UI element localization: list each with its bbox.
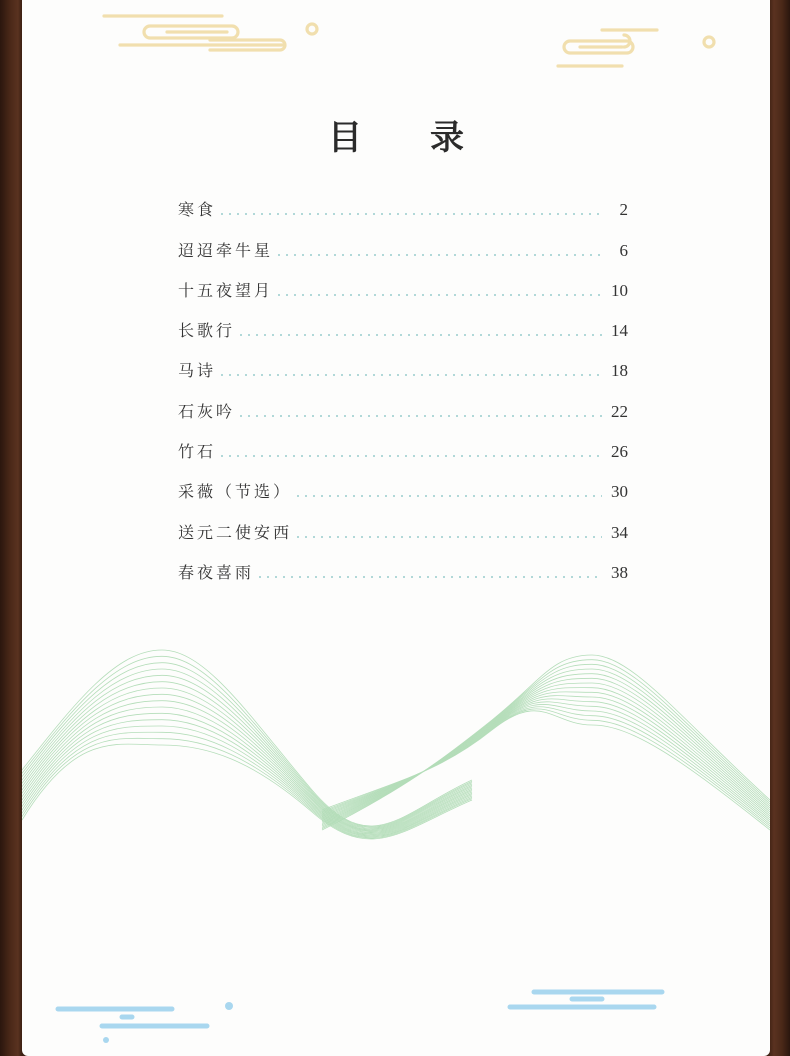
toc-dot-leader (275, 254, 602, 256)
toc-entry-title: 十五夜望月 (178, 280, 274, 300)
mountain-wave-line (22, 650, 472, 826)
cloud-ornament-bottom-right (510, 992, 662, 1007)
table-of-contents (178, 191, 628, 594)
toc-entry[interactable] (178, 554, 628, 594)
toc-page-number: 10 (611, 280, 628, 300)
toc-dot-leader (218, 455, 602, 457)
toc-entry-title: 送元二使安西 (178, 522, 293, 542)
toc-page-number: 14 (611, 321, 628, 341)
cloud-ornament-bottom-left (58, 1002, 233, 1043)
page-title-char: 目 (328, 118, 362, 158)
toc-entry[interactable] (178, 191, 628, 231)
toc-entry-title: 迢迢牵牛星 (178, 240, 274, 260)
mountain-wave-line (22, 669, 472, 829)
toc-entry-title: 长歌行 (178, 321, 236, 341)
toc-dot-leader (237, 415, 602, 417)
toc-dot-leader (256, 576, 602, 578)
toc-dot-leader (275, 294, 602, 296)
toc-entry-title: 竹石 (178, 442, 217, 462)
toc-entry[interactable] (178, 272, 628, 312)
toc-dot-leader (218, 213, 602, 215)
toc-page-number: 30 (611, 482, 628, 502)
cloud-ornament-top-left (104, 16, 317, 50)
toc-entry[interactable] (178, 392, 628, 432)
toc-entry[interactable] (178, 231, 628, 271)
mountain-wave-line (322, 696, 770, 818)
mountain-wave-line (322, 678, 770, 823)
mountain-wave-line (322, 709, 770, 828)
toc-page-number: 26 (611, 442, 628, 462)
page-title-char: 录 (430, 118, 464, 158)
toc-page-number: 22 (611, 401, 628, 421)
toc-page-number: 18 (611, 361, 628, 381)
toc-page-number: 34 (611, 522, 628, 542)
toc-entry[interactable] (178, 473, 628, 513)
mountain-wave-line (322, 683, 770, 822)
toc-dot-leader (237, 334, 602, 336)
toc-entry-title: 马诗 (178, 361, 217, 381)
mountain-wave-line (322, 707, 770, 826)
toc-entry[interactable] (178, 433, 628, 473)
toc-entry[interactable] (178, 312, 628, 352)
mountain-wave-line (22, 663, 472, 828)
toc-entry-title: 采薇（节选） (178, 482, 293, 502)
toc-dot-leader (294, 536, 602, 538)
mountain-wave-lines (22, 650, 770, 839)
toc-page-number: 6 (619, 240, 628, 260)
toc-entry-title: 石灰吟 (178, 401, 236, 421)
cloud-ornament-top-right (558, 30, 714, 66)
toc-entry-title: 春夜喜雨 (178, 562, 255, 582)
mountain-wave-line (22, 656, 472, 827)
toc-entry[interactable] (178, 513, 628, 553)
document-page (22, 0, 770, 1056)
toc-entry-title: 寒食 (178, 200, 217, 220)
toc-entry[interactable] (178, 352, 628, 392)
mountain-wave-line (322, 699, 770, 820)
mountain-wave-line (22, 682, 472, 831)
toc-page-number: 38 (611, 562, 628, 582)
mountain-wave-line (322, 655, 770, 830)
mountain-wave-line (22, 688, 472, 831)
toc-dot-leader (294, 495, 602, 497)
toc-page-number: 2 (619, 200, 628, 220)
page-title (22, 110, 770, 159)
toc-dot-leader (218, 374, 602, 376)
